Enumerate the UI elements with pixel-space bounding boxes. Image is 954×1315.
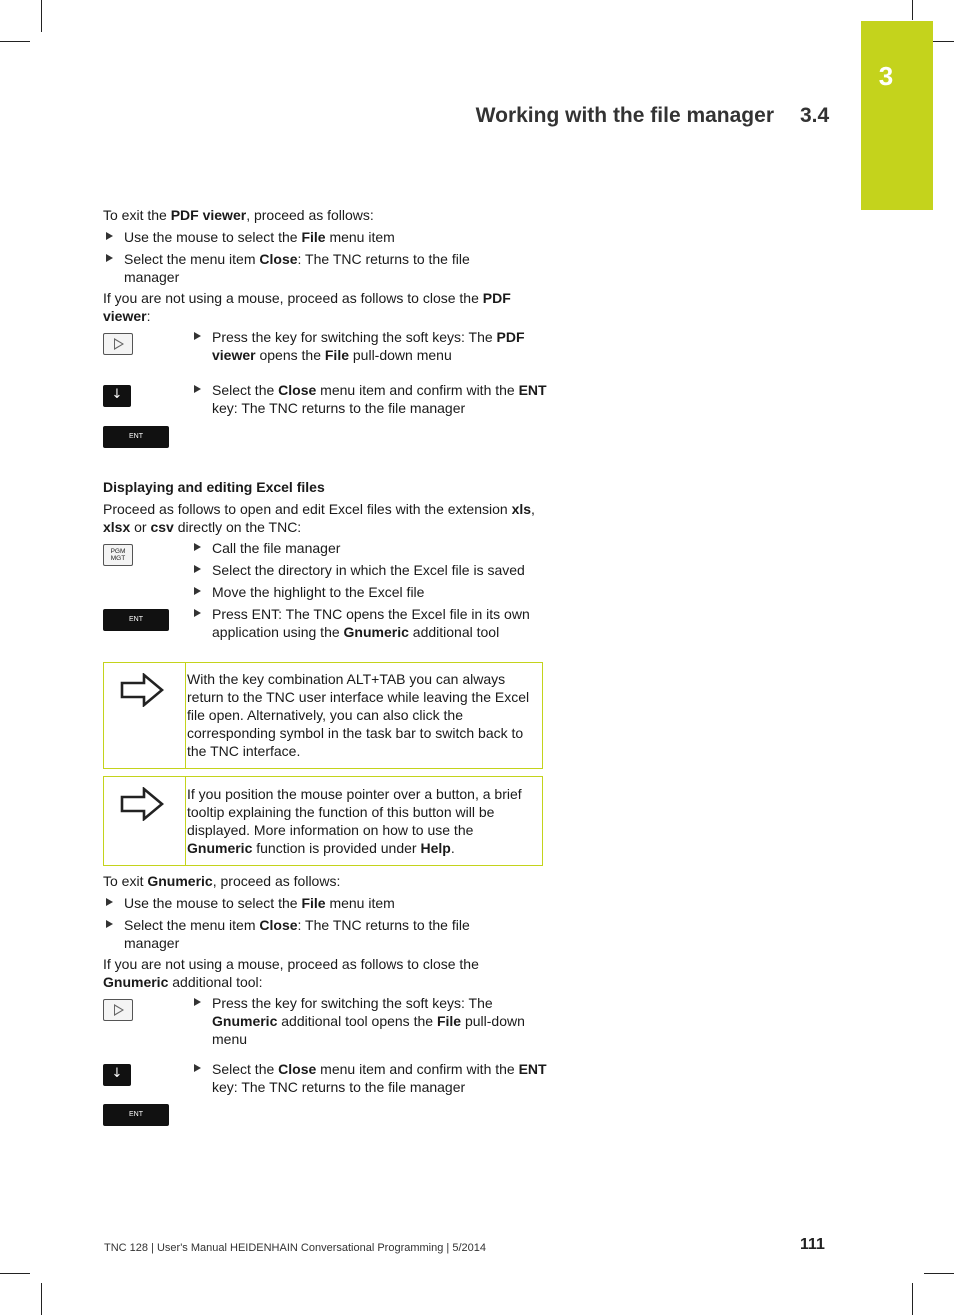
chapter-tab [861,21,933,210]
arrow-down-icon: ↓ [111,387,123,402]
crop-mark [41,1283,42,1315]
bullet-arrow-icon [194,565,201,573]
soft-key-switch[interactable] [103,999,133,1021]
gnumeric-exit-intro: To exit Gnumeric, proceed as follows: [103,873,341,889]
list-item: Select the Close menu item and confirm with the ENT key: The TNC returns to the file manager [192,381,547,417]
page-number: 111 [800,1236,825,1253]
list-item: Select the directory in which the Excel file is saved [192,561,552,579]
note-text: With the key combination ALT+TAB you can always return to the TNC user interface while leaving the Excel file open. Alternatively, you can also click the corresponding symbol in the task bar to switch back to the TNC interface. [187,671,530,759]
bullet-arrow-icon [194,385,201,393]
arrow-down-key[interactable] [103,385,131,407]
note-box [103,776,543,866]
bullet-arrow-icon [194,609,201,617]
bullet-arrow-icon [106,898,113,906]
bullet-arrow-icon [194,1064,201,1072]
mgt-label: MGT [110,555,126,562]
bullet-arrow-icon [194,543,201,551]
bullet-arrow-icon [106,232,113,240]
right-triangle-icon [114,1004,124,1016]
arrow-down-key[interactable] [103,1064,131,1086]
bullet-arrow-icon [194,587,201,595]
chapter-number: 3 [878,61,894,91]
arrow-down-icon: ↓ [111,1066,123,1081]
crop-mark [0,41,30,42]
bullet-arrow-icon [194,332,201,340]
crop-mark [912,0,913,20]
ent-key[interactable]: ENT [103,426,169,448]
note-arrow-icon [120,673,164,707]
section-heading: Displaying and editing Excel files [103,479,325,495]
list-item: Call the file manager [192,539,547,557]
note-text: If you position the mouse pointer over a button, a brief tooltip explaining the function of this button will be displayed. More information on how to use the Gnumeric function is provided under Help. [187,786,522,856]
page-title: Working with the file manager [475,104,774,127]
pdf-no-mouse-text: If you are not using a mouse, proceed as follows to close the PDF viewer: [103,290,511,324]
list-item: Select the menu item Close: The TNC returns to the file manager [104,916,504,952]
list-item: Move the highlight to the Excel file [192,583,547,601]
list-item: Press ENT: The TNC opens the Excel file in its own application using the Gnumeric additional tool [192,605,547,641]
note-divider [185,663,186,768]
note-arrow-icon [120,787,164,821]
section-number: 3.4 [800,104,830,127]
pdf-exit-intro: To exit the PDF viewer, proceed as follows: [103,207,374,223]
list-item: Select the Close menu item and confirm with the ENT key: The TNC returns to the file manager [192,1060,547,1096]
note-box [103,662,543,769]
bullet-arrow-icon [194,998,201,1006]
crop-mark [912,1283,913,1315]
bullet-arrow-icon [106,920,113,928]
right-triangle-icon [114,338,124,350]
soft-key-switch[interactable] [103,333,133,355]
bullet-arrow-icon [106,254,113,262]
list-item: Use the mouse to select the File menu item [104,228,544,246]
pgm-label: PGM [110,548,126,555]
excel-intro: Proceed as follows to open and edit Excel files with the extension xls, xlsx or csv directly on the TNC: [103,501,535,535]
ent-key[interactable]: ENT [103,1104,169,1126]
list-item: Press the key for switching the soft keys: The Gnumeric additional tool opens the File pull-down menu [192,994,547,1048]
ent-key[interactable]: ENT [103,609,169,631]
list-item: Press the key for switching the soft keys: The PDF viewer opens the File pull-down menu [192,328,547,364]
pgm-mgt-key[interactable] [103,544,133,566]
list-item: Select the menu item Close: The TNC returns to the file manager [104,250,504,286]
crop-mark [924,1273,954,1274]
crop-mark [0,1273,30,1274]
footer-text: TNC 128 | User's Manual HEIDENHAIN Conversational Programming | 5/2014 [104,1242,486,1254]
gnumeric-no-mouse-text: If you are not using a mouse, proceed as follows to close the Gnumeric additional tool: [103,956,479,990]
crop-mark [41,0,42,32]
note-divider [185,777,186,865]
list-item: Use the mouse to select the File menu item [104,894,544,912]
